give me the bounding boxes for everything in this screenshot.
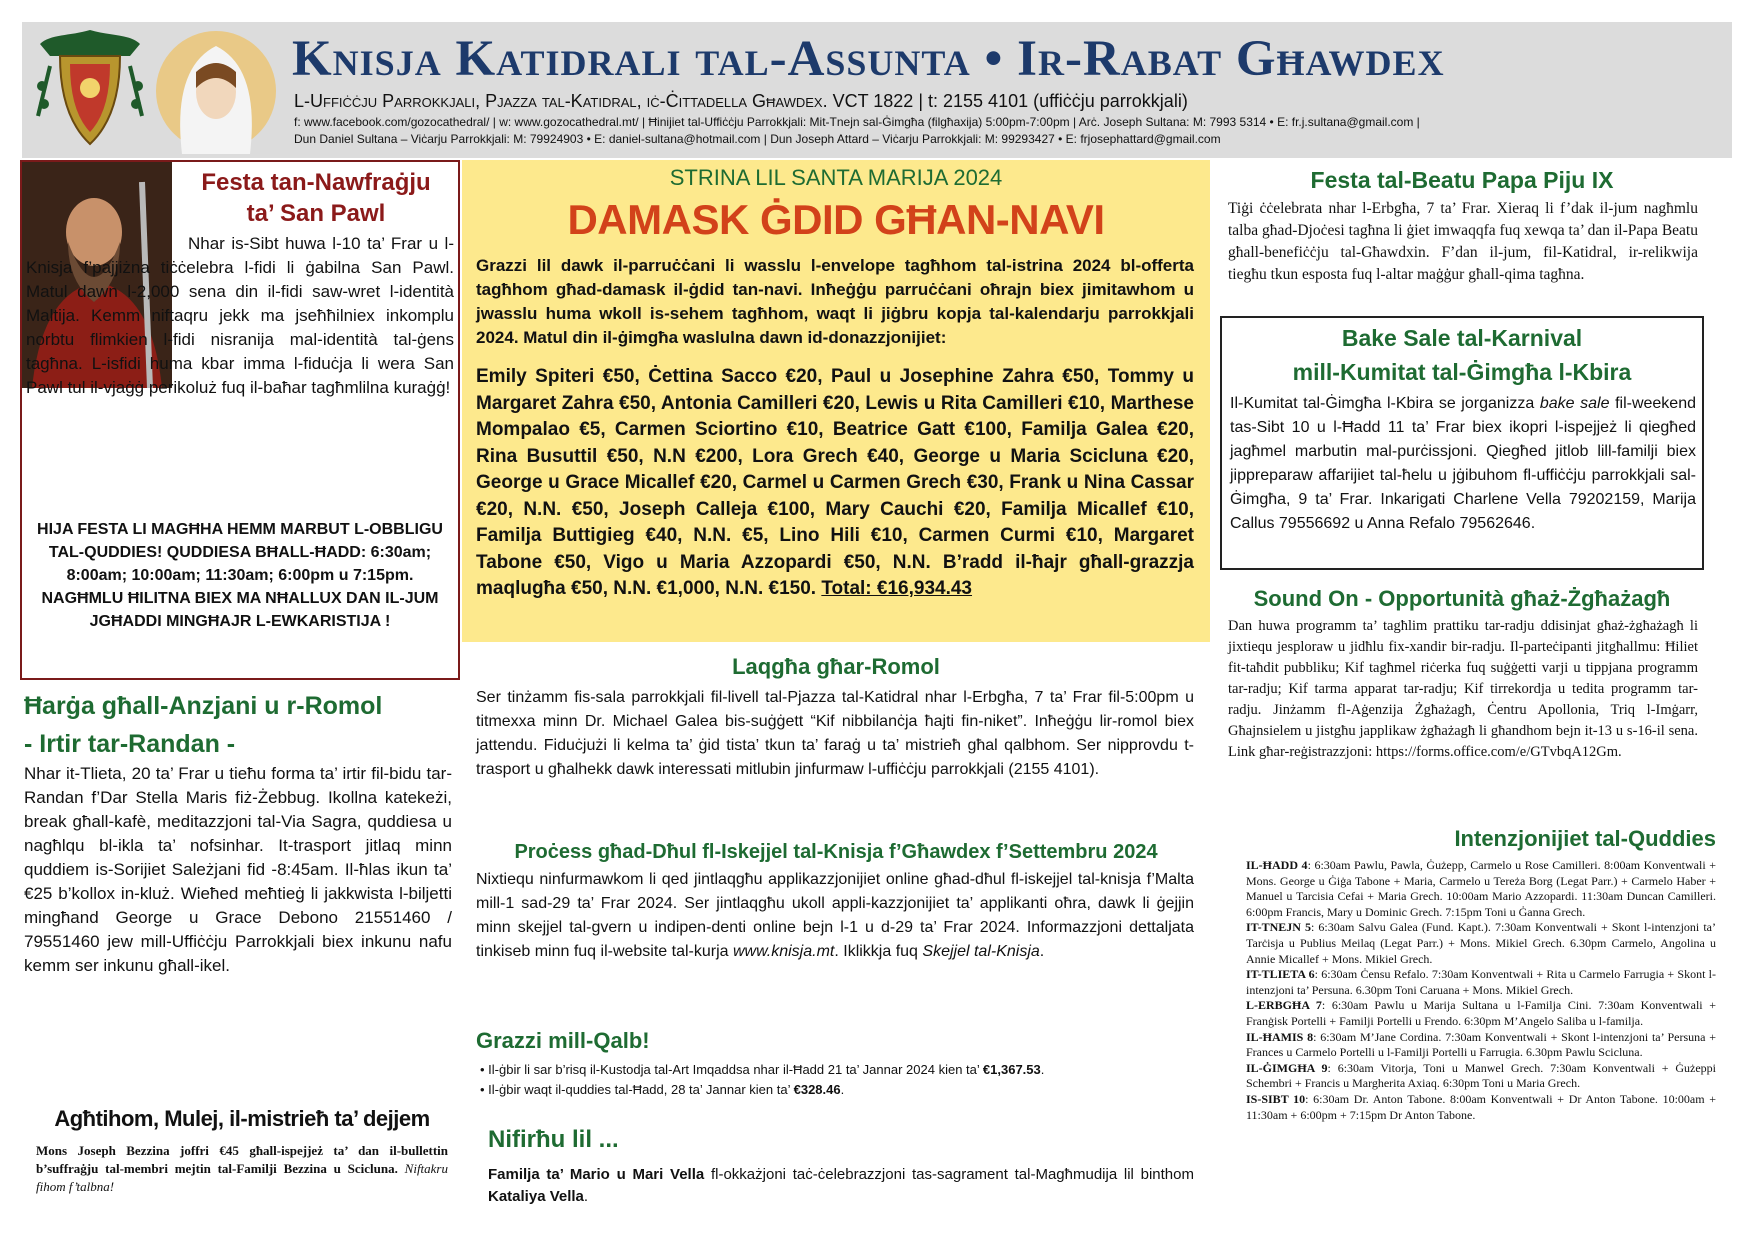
grazzi-item-2: • Il-ġbir waqt il-quddies tal-Ħadd, 28 ta’ Jannar kien ta’ €328.46. [480,1082,845,1097]
intention-entry [1246,998,1716,1029]
sound-body: Dan huwa programm ta’ tagħlim prattiku tar-radju ddisinjat għaż-żgħażagħ li jixtiequ jesploraw u jidħlu fix-xandir bir-radju. Il-parteċipanti jitgħallmu: Ħiliet fit-taħdit pubbliku; Kif tagħmel riċerka fuq suġġetti varji u tippjana programm tar-radju; Kif tarma apparat tar-radju; Kif tirrekordja u tedita programm tar-radju. Jinżamm fl-Aġenzija Żgħażagħ, Ċentru Apollonia, Triq l-Imġarr, Għajnsielem u jistgħu japplikaw żgħażagħ li għandhom bejn it-13 u s-16-il sena. Link għar-reġistrazzjoni: https://forms.office.com/e/GTvbqA12Gm. [1228,618,1698,760]
donations-text: Emily Spiteri €50, Ċettina Sacco €20, Paul u Josephine Zahra €50, Tommy u Margaret Zahra €50, Antonia Camilleri €20, Lewis u Rita Camilleri €10, Marthese Mompalao €5, Carmen Sciortino €10, Beatrice Gatt €100, Familja Galea €20, Rina Busuttil €50, N.N €200, Lora Grech €40, George u Maria Scicluna €20, George u Grace Micallef €20, Carmel u Carmen Grech €30, Frank u Nina Cassar €20, N.N. €50, Joseph Calleja €100, Mary Cauchi €20, Familja Micallef €10, Familja Buttigieg €40, N.N. €5, Lino Hili €10, Carmen Curmi €10, Margaret Tabone €50, Vigo u Maria Azzopardi €50, N.N. B’radd il-ħajr għall-grazzja maqlugħa €50, N.N. €1,000, N.N. €150. [476,366,1194,599]
process-site: www.knisja.mt [733,943,835,960]
strina-donations [476,364,1194,603]
intention-text: : 6:30am Vitorja, Toni u Manwel Grech. 7:30am Konventwali + Ġużeppi Schembri + Francis u Margherita Axiaq. 6:30pm Toni u Maria Grech. [1246,1060,1717,1091]
beatu-body: Tiġi ċċelebrata nhar l-Erbgħa, 7 ta’ Frar. Xieraq li f’dak il-jum nagħmlu talba għad-Djoċesi tagħna li ġiet imwaqqfa fuq xewqa ta’ dan il-Papa Beatu għall-benefiċċju tal-Għawdxin. F’dan il-jum, fil-Katidral, ir-relikwija tiegħu tkun esposta fuq l-altar maġġur għall-qima tagħna. [1228,200,1698,283]
beatu-title: Festa tal-Beatu Papa Piju IX [1310,167,1614,193]
process-title: Proċess għad-Dħul fl-Iskejjel tal-Knisja f’Għawdex f’Settembru 2024 [514,841,1158,863]
laqgha-title: Laqgħa għar-Romol [732,654,940,679]
bake-text-a: Il-Kumitat tal-Ġimgħa l-Kbira se jorganizza [1230,395,1535,412]
intention-day: IT-TLIETA 6 [1246,967,1315,982]
header-address [294,90,1188,112]
aghtihom-text: Mons Joseph Bezzina joffri €45 għall-ispejjeż ta’ dan il-bullettin b’suffraġju tal-membri mejtin tal-Familji Bezzina u Scicluna. [36,1143,448,1176]
strina-kicker: STRINA LIL SANTA MARIJA 2024 [669,165,1003,190]
grazzi-item-2-value: €328.46 [793,1082,841,1097]
strina-title: DAMASK ĠDID GĦAN-NAVI [567,196,1105,243]
strina-intro: Grazzi lil dawk il-parruċċani li wasslu l-envelope tagħhom tal-istrina 2024 bl-offerta tagħhom għad-damask il-ġdid tan-navi. Inħeġġu parruċċani oħrajn biex jimitawhom u jwasslu huma wkoll is-sehem tagħhom, waqt li jiġbru kopja tal-kalendarju parrokkjali 2024. Matul din il-ġimgħa waslulna dawn id-donazzjonijiet: [476,256,1194,347]
bake-title-2: mill-Kumitat tal-Ġimgħa l-Kbira [1292,359,1632,385]
bake-text-em: bake sale [1539,395,1610,412]
intenzjonijiet-title: Intenzjonijiet tal-Quddies [1454,826,1716,851]
nifirhu-names: Familja ta’ Mario u Mari Vella [488,1166,705,1183]
intenzjonijiet-list [1246,858,1716,1123]
intention-text: : 6:30am Pawlu u Marija Sultana u l-Familja Cini. 7:30am Konventwali + Franġisk Portelli + Familji Portelli u Frendo. 6:30pm M’Angelo Saliba u l-familja. [1246,998,1716,1028]
bake-title-1: Bake Sale tal-Karnival [1341,325,1583,351]
intention-text: : 6:30am M’Jane Cordina. 7:30am Konventwali + Skont l-intenzjoni ta’ Persuna + Frances u Carmelo Portelli u l-Familji Portelli u Farrugia. 6.30pm Pawlu Scicluna. [1246,1029,1717,1060]
intention-entry [1246,1061,1716,1092]
intention-text: : 6:30am Ċensu Refalo. 7:30am Konventwali + Rita u Carmelo Farrugia + Skont l-intenzjoni ta’ Persuna. 6.30pm Toni Caruana + Mons. Mikiel Grech. [1246,967,1716,997]
intention-day: IT-TNEJN 5 [1246,920,1311,935]
phone-text: | t: 2155 4101 (uffiċċju parrokkjali) [918,91,1188,111]
grazzi-item-1-value: €1,367.53 [982,1062,1041,1077]
pawl-notice: HIJA FESTA LI MAGĦHA HEMM MARBUT L-OBBLIGU TAL-QUDDIES! QUDDIESA BĦALL-ĦADD: 6:30am; 8:00am; 10:00am; 11:30am; 6:00pm u 7:15pm. NAGĦMLU ĦILITNA BIEX MA NĦALLUX DAN IL-JUM JGĦADDI MINGĦAJR L-EWKARISTIJA ! [37,521,443,630]
intention-entry [1246,1030,1716,1061]
grazzi-item-2-text: Il-ġbir waqt il-quddies tal-Ħadd, 28 ta’ Jannar kien ta’ [488,1082,790,1097]
header-contact-line-1: f: www.facebook.com/gozocathedral/ | w: www.gozocathedral.mt/ | Ħinijiet tal-Uffiċċju Parrokkjali: Mit-Tnejn sal-Ġimgħa (filgħaxija) 5:00pm-7:00pm | Arċ. Joseph Sultana: M: 7993 5314 • E: fr.j.sultana@gmail.com | [294,115,1420,129]
grazzi-title: Grazzi mill-Qalb! [476,1028,650,1053]
aghtihom-thanks: Niftakru fihom f’talbna! [36,1161,448,1194]
intention-day: IL-ĠIMGĦA 9 [1246,1060,1328,1075]
pawl-body [26,232,454,400]
intention-day: IL-ĦADD 4 [1246,858,1308,872]
pawl-body-text: Nhar is-Sibt huwa l-10 ta’ Frar u l-Knisja f’pajjiżna tiċċelebra l-fidi li ġabilna San Pawl. Matul dawn l-2,000 sena din il-fidi saw-wret l-identità Maltija. Kemm niftaqru jekk ma jseħħilniex inkomplu norbtu flimkien l-fidi nisranija mal-identità tal-ġens tagħna. L-isfidi huma kbar imma l-fiduċja li wera San Pawl tul il-vjaġġ perikoluż fuq il-baħar tagħmlilna kuraġġ! [26,234,454,397]
nifirhu-text: fl-okkażjoni taċ-ċelebrazzjoni tas-sagrament tal-Magħmudija lil binthom [710,1166,1194,1183]
nifirhu-end: . [583,1188,589,1205]
bake-text-b: fil-weekend tas-Sibt 10 u l-Ħadd 11 ta’ Frar biex ikopri l-ispejjeż li qiegħed jagħmel marbutin mal-purċissjoni. Qiegħed jitlob lill-familji biex jippreparaw affarijiet tal-ħelu u jġibuhom fl-uffiċċju parrokkjali sal-Ġimgħa, 9 ta’ Frar. Inkarigati Charlene Vella 79202159, Marija Callus 79556692 u Anna Refalo 79562646. [1230,395,1696,532]
intention-entry [1246,967,1716,998]
harga-title-2: - Irtir tar-Randan - [24,730,236,758]
intention-entry [1246,858,1716,920]
intention-text: : 6:30am Dr. Anton Tabone. 8:00am Konventwali + Dr Anton Tabone. 10:00am + 11:30am + 6:00pm + 7:15pm Dr Anton Tabone. [1246,1091,1717,1122]
madonna-icon [152,28,280,154]
nifirhu-title: Nifirħu lil ... [488,1126,619,1153]
process-end: . [1039,943,1045,960]
aghtihom-title: Agħtihom, Mulej, il-mistrieħ ta’ dejjem [54,1106,430,1131]
page-title: Knisja Katidrali tal-Assunta • Ir-Rabat Għawdex [292,31,1445,87]
process-tail: . Iklikkja fuq [834,943,918,960]
intention-day: L-ERBGĦA 7 [1246,998,1322,1013]
pawl-title-1: Festa tan-Nawfraġju [201,169,431,196]
process-text: Nixtiequ ninfurmawkom li qed jintlaqgħu applikazzjonijiet online għad-dħul fl-iskejjel tal-knisja f’Malta mill-1 sad-29 ta’ Frar 2024. Ser jintlaqgħu ukoll appli-kazzjonijiet ta’ applikanti oħra, dawk li ġejjin minn skejjel tal-gvern u indipen-denti online bejn l-1 u d-29 ta’ Frar 2024. Informazzjoni dettaljata tinkiseb minn fuq il-website tal-kurja [476,871,1194,960]
address-text: L-Uffiċċju Parrokkjali, Pjazza tal-Katidral, iċ-Ċittadella Għawdex. VCT 1822 [294,91,914,111]
aghtihom-body [36,1142,448,1196]
strina-total: Total: €16,934.43 [821,578,973,599]
crest-icon [30,26,150,152]
nifirhu-child: Kataliya Vella [488,1188,584,1205]
nifirhu-body [488,1164,1194,1208]
process-link: Skejjel tal-Knisja [922,943,1040,960]
grazzi-item-1-text: Il-ġbir li sar b’risq il-Kustodja tal-Art Imqaddsa nhar il-Ħadd 21 ta’ Jannar 2024 kien ta’ [488,1062,980,1077]
harga-title-1: Ħarġa għall-Anzjani u r-Romol [24,692,383,720]
pawl-title-2: ta’ San Pawl [246,200,386,227]
grazzi-list [480,1060,1194,1100]
process-body [476,868,1194,964]
harga-body: Nhar it-Tlieta, 20 ta’ Frar u tieħu forma ta’ irtir fil-bidu tar-Randan f’Dar Stella Maris fiż-Żebbug. Ikollna katekeżi, break għall-kafè, meditazzjoni tal-Via Sagra, quddiesa u nagħlqu bl-ikla ta’ nofsinhar. It-trasport jitlaq minn quddiem is-Sorijiet Sależjani fid -8:45am. Il-ħlas ikun ta’ €25 b’kollox in-kluż. Wieħed meħtieġ li jakkwista l-biljetti mingħand George u Grace Debono 21551460 / 79551460 jew mill-Uffiċċju Parrokkjali biex inkunu nafu kemm ser inkunu għall-ikel. [24,764,452,975]
intention-entry [1246,1092,1716,1123]
intention-day: IL-ĦAMIS 8 [1246,1029,1314,1044]
intention-entry [1246,920,1716,967]
intention-text: : 6:30am Pawlu, Pawla, Ġużepp, Carmelo u Rose Camilleri. 8:00am Konventwali + Mons. George u Ġiġa Tabone + Maria, Carmelo u Tereża Borg (Legat Parr.) + Carmelo Haber + Manuel u Tarcisia Cefai + Maria Grech. 10:00am Mario Azzopardi. 11:30am Duncan Camilleri. 6:00pm Francis, Mary u Dominic Grech. 7:15pm Toni u Ġanna Grech. [1246,858,1716,919]
header-contact-line-2: Dun Daniel Sultana – Viċarju Parrokkjali: M: 79924903 • E: daniel-sultana@hotmail.com | Dun Joseph Attard – Viċarju Parrokkjali: M: 99293427 • E: frjosephattard@gmail.com [294,132,1221,146]
grazzi-item-1: • Il-ġbir li sar b’risq il-Kustodja tal-Art Imqaddsa nhar il-Ħadd 21 ta’ Jannar 2024 kien ta’ €1,367.53. [480,1062,1045,1077]
bake-body [1230,392,1696,536]
laqgha-body: Ser tinżamm fis-sala parrokkjali fil-livell tal-Pjazza tal-Katidral nhar l-Erbgħa, 7 ta’ Frar fil-5:00pm u titmexxa minn Dr. Michael Galea bis-suġġett “Kif nibbilanċja ħajti fin-niket”. Inħeġġu lir-romol biex jattendu. Fiduċjużi li kelma ta’ ġid tista’ tkun ta’ faraġ u ta’ mistrieħ għal qalbhom. Ser nipprovdu t-trasport u għalhekk dawk interessati mitlubin jinfurmaw l-uffiċċju parrokkjali (2155 4101). [476,689,1194,778]
intention-text: : 6:30am Salvu Galea (Fund. Kapt.). 7:30am Konventwali + Skont l-intenzjoni ta’ Tarċisja u Publius Meilaq (Legat Parr.) + Mons. Mikiel Grech. 6.30pm Carmelo, Angolina u Annie Micallef + Mons. Mikiel Grech. [1246,920,1716,966]
sound-title: Sound On - Opportunità għaż-Żgħażagħ [1253,586,1671,611]
intention-day: IS-SIBT 10 [1246,1091,1306,1106]
